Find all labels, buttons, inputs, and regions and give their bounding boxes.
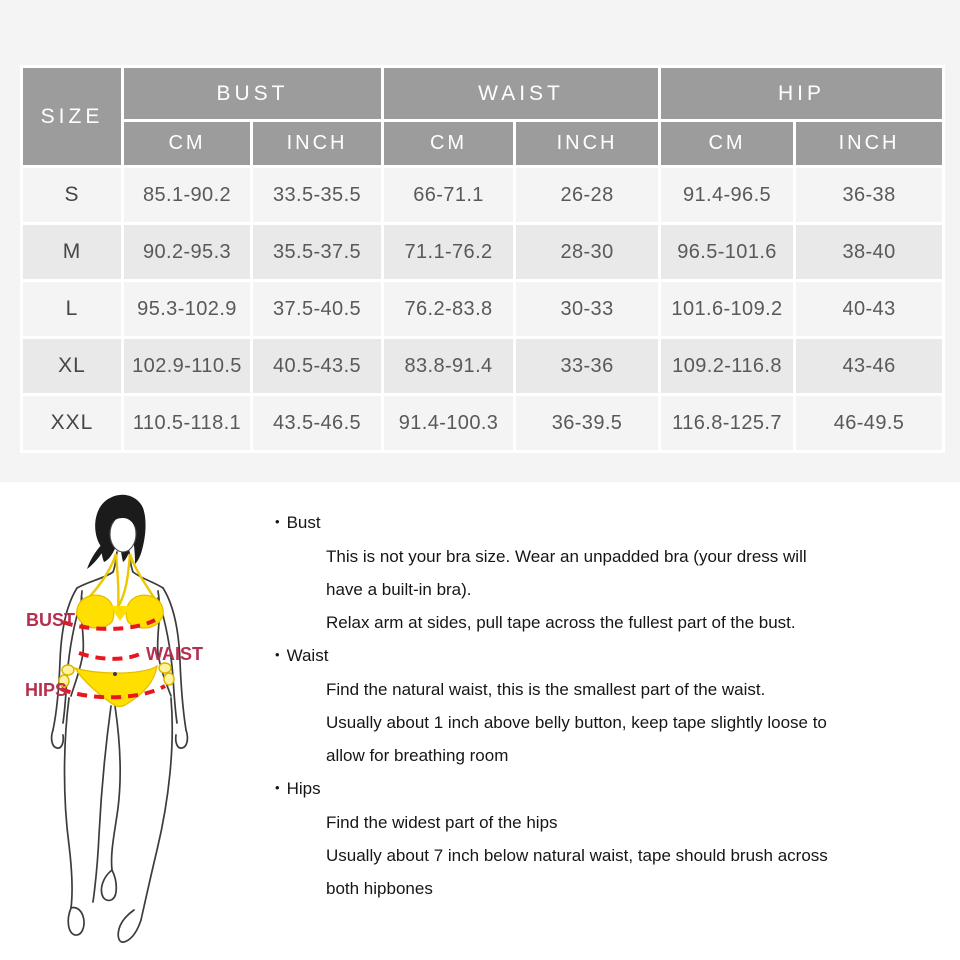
bust-label: BUST <box>26 610 75 630</box>
instruction-line: Find the natural waist, this is the smallest part of the waist. <box>326 680 766 699</box>
size-chart-body <box>22 167 944 452</box>
size-cell: M <box>22 224 123 281</box>
table-row <box>22 167 944 224</box>
instruction-line: allow for breathing room <box>326 746 509 765</box>
header-size: SIZE <box>22 67 123 167</box>
header-bust: BUST <box>123 67 383 121</box>
instruction-title <box>268 506 940 540</box>
bullet-icon: • <box>275 647 280 662</box>
belly-button-dot <box>113 672 117 676</box>
measurement-cell: 38-40 <box>795 224 944 281</box>
measurement-figure-illustration <box>5 490 255 952</box>
measurement-cell: 90.2-95.3 <box>123 224 252 281</box>
bikini-bottom <box>59 663 174 707</box>
table-row <box>22 224 944 281</box>
measurement-cell: 110.5-118.1 <box>123 395 252 452</box>
measurement-cell: 66-71.1 <box>383 167 515 224</box>
table-row <box>22 395 944 452</box>
table-row <box>22 281 944 338</box>
instruction-line: This is not your bra size. Wear an unpadded bra (your dress will <box>326 547 807 566</box>
instruction-line: Usually about 7 inch below natural waist, tape should brush across <box>326 846 828 865</box>
measurement-cell: 36-39.5 <box>515 395 660 452</box>
waist-dashed-line <box>79 651 145 659</box>
table-row <box>22 338 944 395</box>
waist-label: WAIST <box>146 644 203 664</box>
instruction-title-text: Bust <box>286 513 321 532</box>
measurement-cell: 40.5-43.5 <box>252 338 383 395</box>
measurement-cell: 35.5-37.5 <box>252 224 383 281</box>
instruction-title-text: Hips <box>286 779 321 798</box>
instruction-title <box>268 772 940 806</box>
instruction-line: Usually about 1 inch above belly button, keep tape slightly loose to <box>326 713 827 732</box>
bullet-icon: • <box>275 514 280 529</box>
measurement-cell: 91.4-96.5 <box>660 167 795 224</box>
size-cell: XXL <box>22 395 123 452</box>
measurement-cell: 83.8-91.4 <box>383 338 515 395</box>
instruction-line: Relax arm at sides, pull tape across the fullest part of the bust. <box>326 613 796 632</box>
size-chart-table <box>20 65 945 453</box>
measurement-cell: 71.1-76.2 <box>383 224 515 281</box>
measurement-cell: 85.1-90.2 <box>123 167 252 224</box>
instruction-line: both hipbones <box>326 879 433 898</box>
measurement-cell: 109.2-116.8 <box>660 338 795 395</box>
bullet-icon: • <box>275 780 280 795</box>
measurement-cell: 76.2-83.8 <box>383 281 515 338</box>
header-hip: HIP <box>660 67 944 121</box>
measurement-cell: 91.4-100.3 <box>383 395 515 452</box>
size-cell: XL <box>22 338 123 395</box>
measurement-cell: 46-49.5 <box>795 395 944 452</box>
subheader-hip-cm: CM <box>660 121 795 167</box>
size-cell: L <box>22 281 123 338</box>
measurement-cell: 95.3-102.9 <box>123 281 252 338</box>
subheader-bust-inch: INCH <box>252 121 383 167</box>
instruction-title-text: Waist <box>286 646 329 665</box>
measurement-cell: 37.5-40.5 <box>252 281 383 338</box>
measuring-guide-section <box>0 482 960 960</box>
measurement-cell: 43.5-46.5 <box>252 395 383 452</box>
size-chart-header <box>22 67 944 167</box>
measurement-cell: 96.5-101.6 <box>660 224 795 281</box>
instruction-line: Find the widest part of the hips <box>326 813 558 832</box>
measurement-cell: 40-43 <box>795 281 944 338</box>
size-cell: S <box>22 167 123 224</box>
subheader-hip-inch: INCH <box>795 121 944 167</box>
measurement-cell: 33-36 <box>515 338 660 395</box>
measurement-cell: 102.9-110.5 <box>123 338 252 395</box>
measurement-cell: 28-30 <box>515 224 660 281</box>
instruction-title <box>268 639 940 673</box>
subheader-waist-cm: CM <box>383 121 515 167</box>
measurement-cell: 43-46 <box>795 338 944 395</box>
subheader-bust-cm: CM <box>123 121 252 167</box>
measurement-cell: 101.6-109.2 <box>660 281 795 338</box>
hips-label: HIPS <box>25 680 68 700</box>
header-waist: WAIST <box>383 67 660 121</box>
measure-instructions <box>268 482 960 960</box>
subheader-waist-inch: INCH <box>515 121 660 167</box>
measurement-cell: 26-28 <box>515 167 660 224</box>
measurement-cell: 36-38 <box>795 167 944 224</box>
figure-illustration-wrap <box>0 482 268 960</box>
measurement-cell: 33.5-35.5 <box>252 167 383 224</box>
instruction-line: have a built-in bra). <box>326 580 472 599</box>
measurement-cell: 116.8-125.7 <box>660 395 795 452</box>
measurement-cell: 30-33 <box>515 281 660 338</box>
